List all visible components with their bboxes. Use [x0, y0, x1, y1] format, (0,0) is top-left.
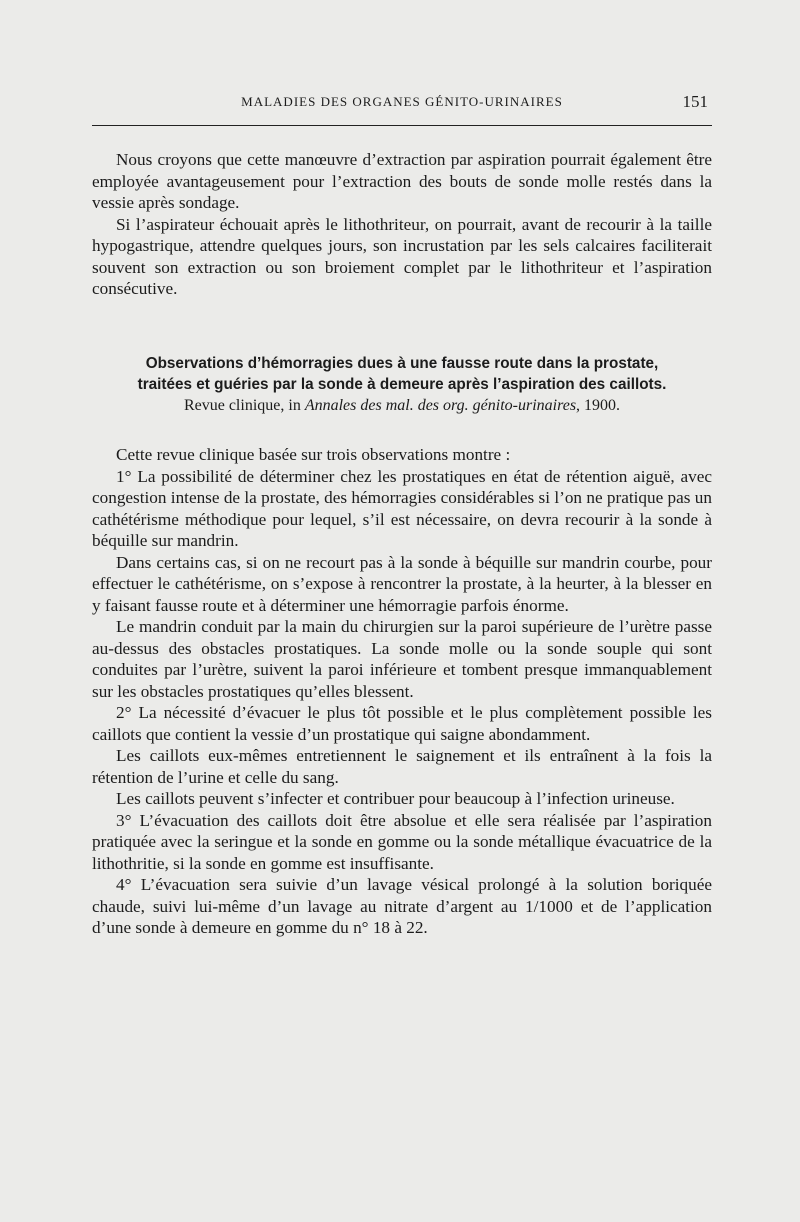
body-text: [92, 444, 712, 939]
section-title-line-2: traitées et guéries par la sonde à demeure après l’aspiration des caillots.: [137, 376, 667, 393]
paragraph: Dans certains cas, si on ne recourt pas à la sonde à béquille sur mandrin courbe, pour effectuer le cathétérisme, on s’expose à rencontrer la prostate, à la heurter, à la blesser en y faisant fausse route et à déterminer une hémorragie parfois énorme.: [92, 552, 712, 615]
page-number: 151: [682, 92, 708, 111]
paragraph: Si l’aspirateur échouait après le lithothriteur, on pourrait, avant de recourir à la taille hypogastrique, attendre quelques jours, son incrustation par les sels calcaires faciliterait souvent son extraction ou son broiement complet par le lithothriteur et l’aspiration consécutive.: [92, 214, 712, 298]
intro-text: [92, 149, 712, 300]
section-heading: [92, 353, 712, 417]
paragraph: Les caillots peuvent s’infecter et contribuer pour beaucoup à l’infection urineuse.: [116, 789, 675, 808]
paragraph: Nous croyons que cette manœuvre d’extraction par aspiration pourrait également être employée avantageusement pour l’extraction des bouts de sonde molle restés dans la vessie après sondage.: [92, 150, 712, 212]
paragraph: Le mandrin conduit par la main du chirurgien sur la paroi supérieure de l’urètre passe au-dessus des obstacles prostatiques. La sonde molle ou la sonde souple qui sont conduites par l’urètre, suivent la paroi inférieure et tombent presque immanquablement sur les obstacles prostatiques qu’elles blessent.: [92, 617, 712, 701]
paragraph: 2° La nécessité d’évacuer le plus tôt possible et le plus complètement possible les caillots que contient la vessie d’un prostatique qui saigne abondamment.: [92, 703, 712, 744]
running-head: MALADIES DES ORGANES GÉNITO-URINAIRES: [241, 94, 563, 109]
header-rule: [92, 125, 712, 126]
reference-prefix: Revue clinique, in: [183, 397, 301, 414]
section-reference: [92, 395, 712, 417]
paragraph: 4° L’évacuation sera suivie d’un lavage vésical prolongé à la solution boriquée chaude, suivi lui-même d’un lavage au nitrate d’argent au 1/1000 et de l’application d’une sonde à demeure en gomme du n° 18 à 22.: [92, 875, 712, 937]
paragraph: Cette revue clinique basée sur trois observations montre :: [116, 445, 511, 464]
section-title-line-1: Observations d’hémorragies dues à une fausse route dans la prostate,: [145, 355, 659, 372]
reference-year: , 1900.: [576, 397, 621, 414]
paragraph: 3° L’évacuation des caillots doit être absolue et elle sera réalisée par l’aspiration pratiquée avec la seringue et la sonde en gomme ou la sonde métallique évacuatrice de la lithothritie, si la sonde en gomme est insuffisante.: [92, 810, 712, 873]
page-header: [92, 90, 712, 120]
paragraph: 1° La possibilité de déterminer chez les prostatiques en état de rétention aiguë, avec congestion intense de la prostate, des hémorragies considérables si l’on ne pratique pas un cathétérisme méthodique pour lequel, s’il est nécessaire, on devra recourir à la sonde à béquille sur mandrin.: [92, 466, 712, 550]
paragraph: Les caillots eux-mêmes entretiennent le saignement et ils entraînent à la fois la rétention de l’urine et celle du sang.: [92, 746, 712, 787]
reference-journal: Annales des mal. des org. génito-urinaires: [304, 397, 577, 414]
